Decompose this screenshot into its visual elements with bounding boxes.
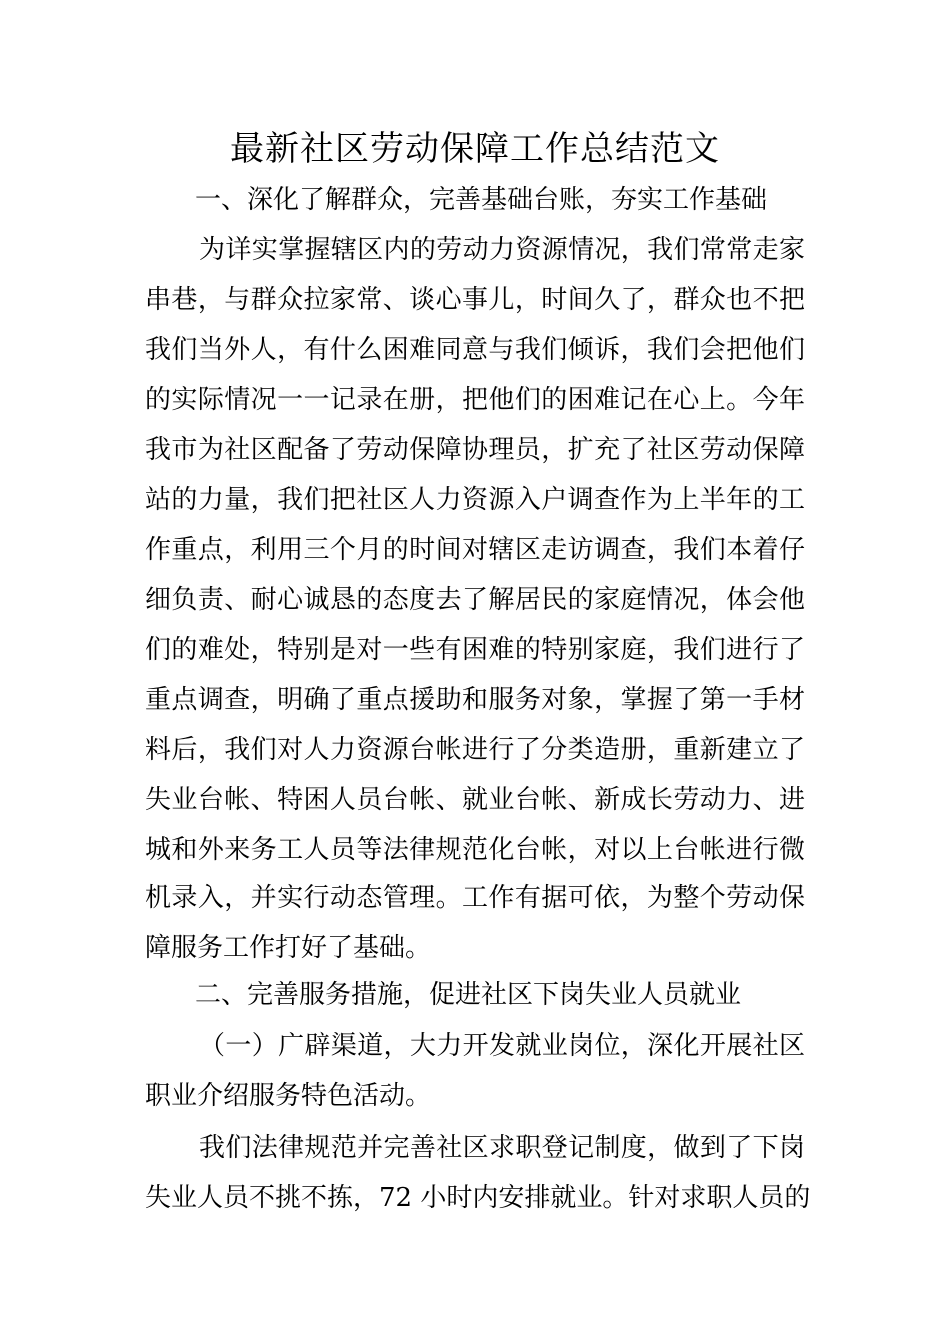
paragraph-line: 二、完善服务措施，促进社区下岗失业人员就业: [195, 980, 742, 1010]
paragraph-line: 机录入，并实行动态管理。工作有据可依，为整个劳动保: [145, 883, 805, 913]
paragraph-line: 我们法律规范并完善社区求职登记制度，做到了下岗: [199, 1133, 805, 1163]
paragraph-line: 作重点，利用三个月的时间对辖区走访调查，我们本着仔: [145, 535, 805, 565]
paragraph-line: 为详实掌握辖区内的劳动力资源情况，我们常常走家: [199, 235, 805, 265]
paragraph-line: （一）广辟渠道，大力开发就业岗位，深化开展社区: [199, 1031, 805, 1061]
paragraph-line: 我们当外人，有什么困难同意与我们倾诉，我们会把他们: [145, 335, 805, 365]
paragraph-line: 我市为社区配备了劳动保障协理员，扩充了社区劳动保障: [145, 435, 805, 465]
paragraph-line: 站的力量，我们把社区人力资源入户调查作为上半年的工: [145, 485, 805, 515]
paragraph-line: 失业台帐、特困人员台帐、就业台帐、新成长劳动力、进: [145, 785, 805, 815]
paragraph-line: 料后，我们对人力资源台帐进行了分类造册，重新建立了: [145, 735, 805, 765]
paragraph-line: 城和外来务工人员等法律规范化台帐，对以上台帐进行微: [145, 835, 805, 865]
paragraph-line: 细负责、耐心诚恳的态度去了解居民的家庭情况，体会他: [145, 585, 805, 615]
paragraph-line: 职业介绍服务特色活动。: [145, 1081, 432, 1111]
paragraph-line: 们的难处，特别是对一些有困难的特别家庭，我们进行了: [145, 635, 805, 665]
paragraph-line: 串巷，与群众拉家常、谈心事儿，时间久了，群众也不把: [145, 285, 805, 315]
document-title: 最新社区劳动保障工作总结范文: [230, 129, 720, 169]
paragraph-line: 障服务工作打好了基础。: [145, 933, 432, 963]
paragraph-line: 失业人员不挑不拣，72 小时内安排就业。针对求职人员的: [145, 1183, 811, 1213]
paragraph-line: 一、深化了解群众，完善基础台账，夯实工作基础: [195, 185, 768, 215]
paragraph-line: 的实际情况一一记录在册，把他们的困难记在心上。今年: [145, 385, 805, 415]
paragraph-line: 重点调查，明确了重点援助和服务对象，掌握了第一手材: [145, 685, 805, 715]
